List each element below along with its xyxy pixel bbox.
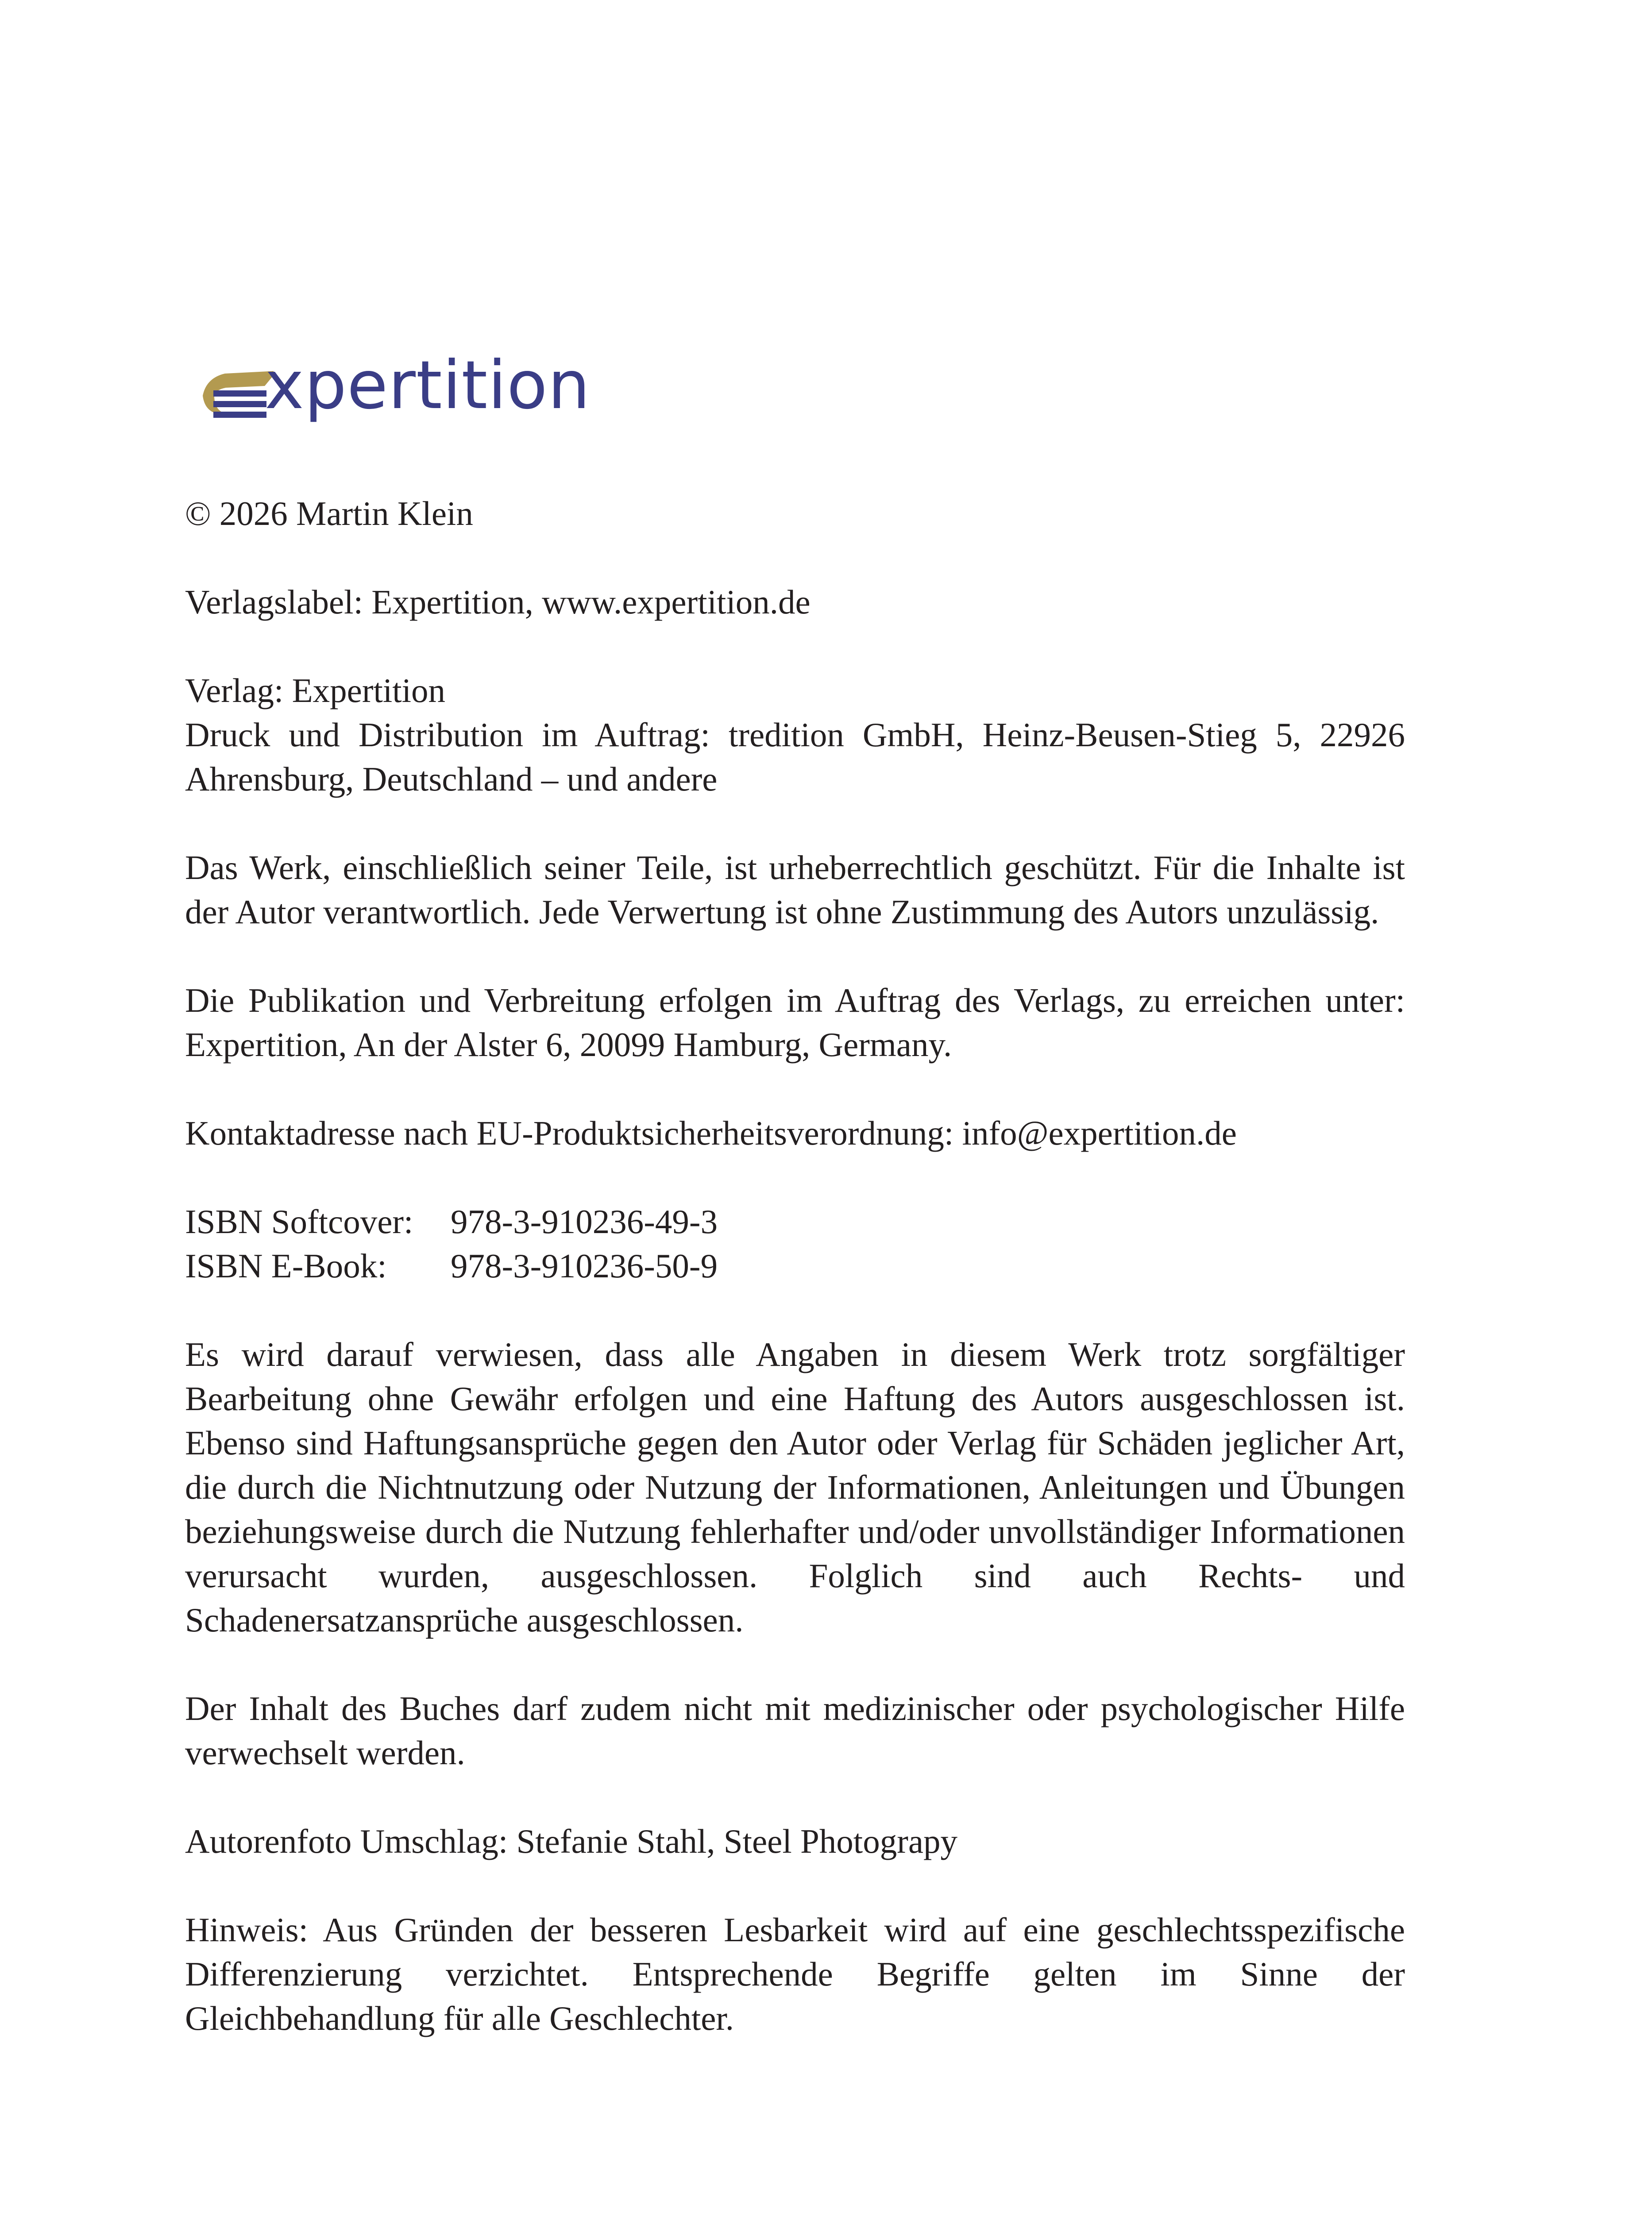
isbn-row-softcover [185,1199,1405,1244]
isbn-row-ebook [185,1244,1405,1288]
logo-wordmark: xpertition [265,347,591,424]
disclaimer-paragraph: Es wird darauf verwiesen, dass alle Angaben in diesem Werk trotz sorgfältiger Bearbeitung ohne Gewähr erfolgen und eine Haftung des Autors ausgeschlossen ist. Ebenso sind Haftungsansprüche gegen den Autor oder Verlag für Schäden jeglicher Art, die durch die Nichtnutzung oder Nutzung der Informationen, Anleitungen und Übungen beziehungsweise durch die Nutzung fehlerhafter und/oder unvollständiger Informationen verursacht wurden, ausgeschlossen. Folglich sind auch Rechts- und Schadenersatzansprüche ausgeschlossen. [185,1335,1405,1639]
publisher-block [185,668,1405,801]
publisher-label-line: Verlagslabel: Expertition, www.expertition.de [185,583,811,621]
distribution-line: Druck und Distribution im Auftrag: tredition GmbH, Heinz-Beusen-Stieg 5, 22926 Ahrensburg, Deutschland – und andere [185,716,1405,798]
contact-line: Kontaktadresse nach EU-Produktsicherheitsverordnung: info@expertition.de [185,1114,1237,1152]
expertition-logo [198,343,591,432]
publication-paragraph: Die Publikation und Verbreitung erfolgen im Auftrag des Verlags, zu erreichen unter: Expertition, An der Alster 6, 20099 Hamburg, Germany. [185,981,1405,1064]
copyright-line: © 2026 Martin Klein [185,494,473,532]
isbn-label: ISBN Softcover: [185,1203,413,1241]
publisher-line: Verlag: Expertition [185,671,446,709]
note-paragraph: Hinweis: Aus Gründen der besseren Lesbarkeit wird auf eine geschlechtsspezifische Differenzierung verzichtet. Entsprechende Begriffe gelten im Sinne der Gleichbehandlung für alle Geschlechter. [185,1911,1405,2037]
photo-credit-line: Autorenfoto Umschlag: Stefanie Stahl, Steel Photograpy [185,1822,958,1860]
isbn-value: 978-3-910236-50-9 [451,1247,718,1285]
medical-paragraph: Der Inhalt des Buches darf zudem nicht mit medizinischer oder psychologischer Hilfe verwechselt werden. [185,1689,1405,1772]
isbn-label: ISBN E-Book: [185,1247,387,1285]
imprint-text [185,491,1405,2085]
isbn-block [185,1199,1405,1288]
rights-paragraph: Das Werk, einschließlich seiner Teile, ist urheberrechtlich geschützt. Für die Inhalte ist der Autor verantwortlich. Jede Verwertung ist ohne Zustimmung des Autors unzulässig. [185,848,1405,931]
isbn-value: 978-3-910236-49-3 [451,1203,718,1241]
book-e-icon [198,343,274,432]
